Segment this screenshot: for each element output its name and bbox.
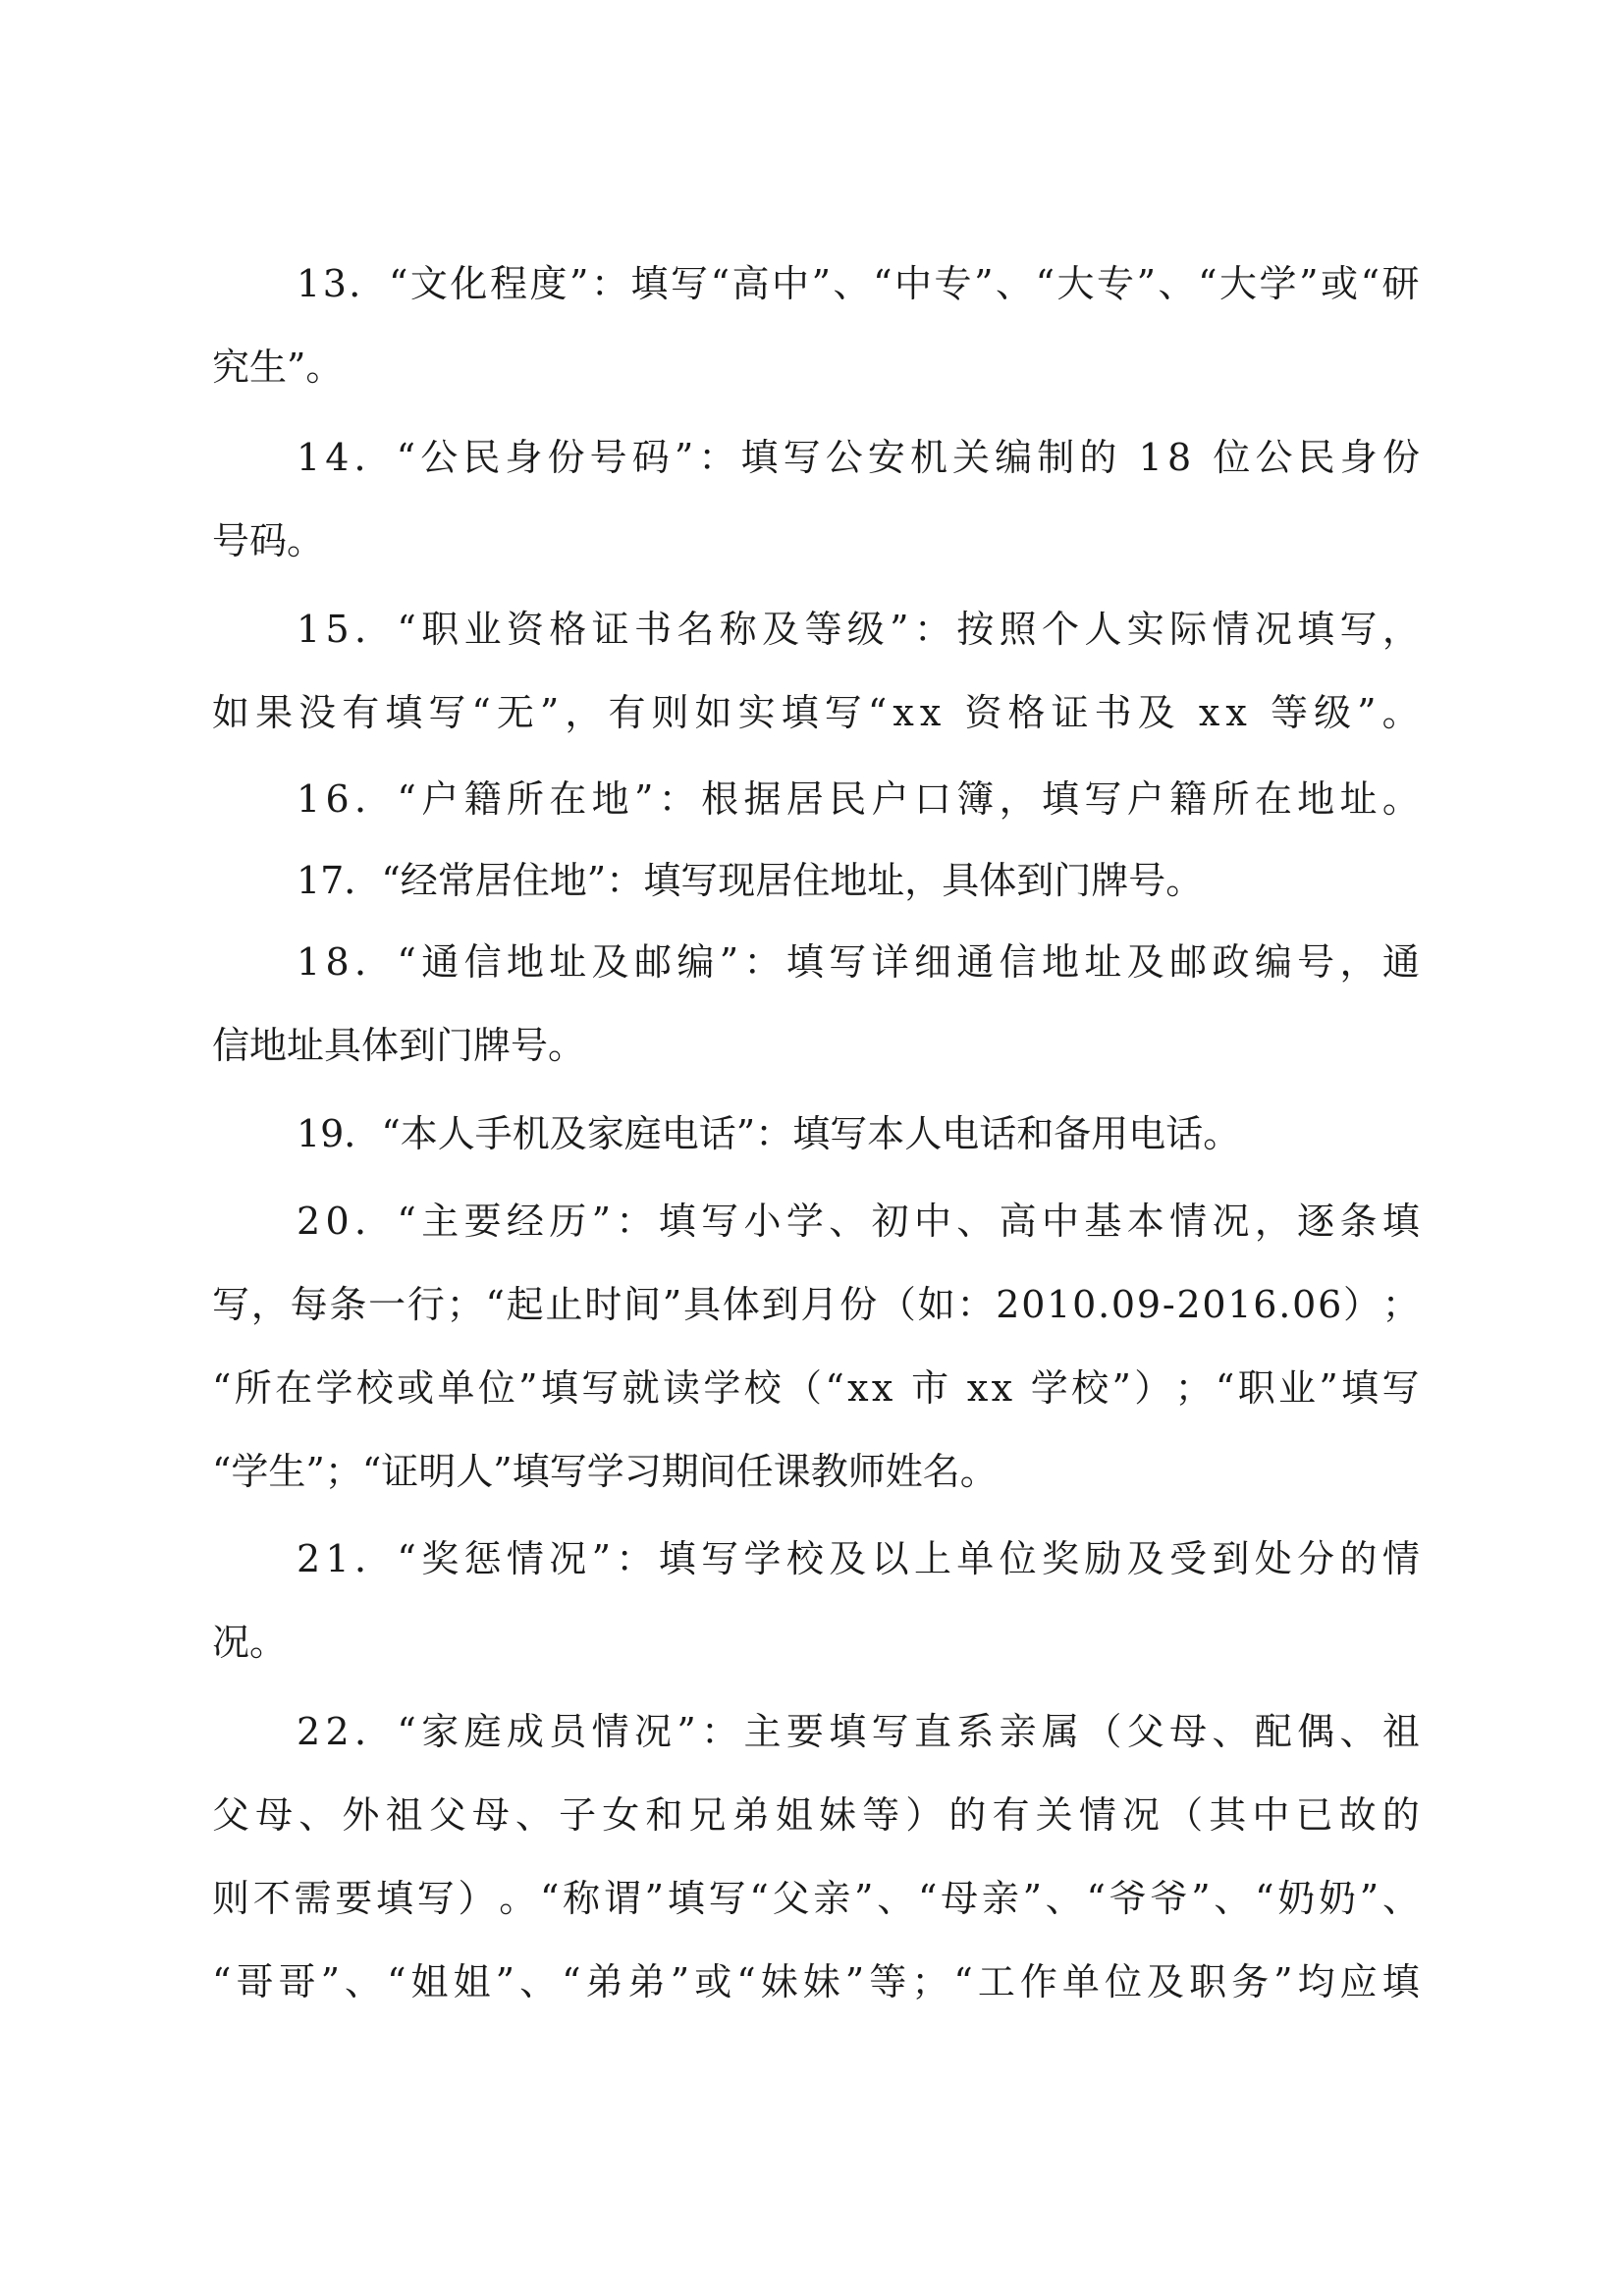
- paragraph-15-line-2: 如 果 没 有 填 写 “ 无 ” ， 有 则 如 实 填 写 “ x x 资 格 证 书 及 x x 等 级 ” 。: [212, 691, 1420, 734]
- paragraph-21-line-1: 2 1 ． “ 奖 惩 情 况 ” ： 填 写 学 校 及 以 上 单 位 奖 励 及 受 到 处 分 的 情: [297, 1537, 1420, 1580]
- paragraph-20-line-2: 写 ， 每 条 一 行 ； “ 起 止 时 间 ” 具 体 到 月 份 （ 如 ： 2 0 1 0 . 0 9 - 2 0 1 6 . 0 6 ） ；: [212, 1283, 1420, 1326]
- paragraph-19-line-1: 19．“本人手机及家庭电话”：填写本人电话和备用电话。: [297, 1112, 1241, 1155]
- paragraph-14-line-2: 号码。: [212, 519, 325, 562]
- paragraph-22-line-2: 父 母 、 外 祖 父 母 、 子 女 和 兄 弟 姐 妹 等 ） 的 有 关 情 况 （ 其 中 已 故 的: [212, 1793, 1420, 1837]
- paragraph-14-line-1: 1 4 ． “ 公 民 身 份 号 码 ” ： 填 写 公 安 机 关 编 制 的 1 8 位 公 民 身 份: [297, 436, 1420, 479]
- document-body: [212, 253, 1420, 2079]
- paragraph-18-line-2: 信地址具体到门牌号。: [212, 1024, 586, 1067]
- paragraph-21-line-2: 况。: [212, 1621, 288, 1664]
- paragraph-18-line-1: 1 8 ． “ 通 信 地 址 及 邮 编 ” ： 填 写 详 细 通 信 地 址 及 邮 政 编 号 ， 通: [297, 940, 1420, 984]
- paragraph-20-line-3: “ 所 在 学 校 或 单 位 ” 填 写 就 读 学 校 （ “ x x 市 x x 学 校 ” ） ； “ 职 业 ” 填 写: [212, 1366, 1420, 1410]
- paragraph-20-line-4: “学生”；“证明人”填写学习期间任课教师姓名。: [212, 1450, 998, 1493]
- paragraph-13-line-2: 究生”。: [212, 346, 344, 389]
- paragraph-15-line-1: 1 5 ． “ 职 业 资 格 证 书 名 称 及 等 级 ” ： 按 照 个 人 实 际 情 况 填 写 ，: [297, 608, 1420, 651]
- paragraph-22-line-1: 2 2 ． “ 家 庭 成 员 情 况 ” ： 主 要 填 写 直 系 亲 属 （ 父 母 、 配 偶 、 祖: [297, 1710, 1420, 1753]
- paragraph-22-line-3: 则 不 需 要 填 写 ） 。 “ 称 谓 ” 填 写 “ 父 亲 ” 、 “ 母 亲 ” 、 “ 爷 爷 ” 、 “ 奶 奶 ” 、: [212, 1877, 1420, 1920]
- paragraph-13-line-1: 1 3 ． “ 文 化 程 度 ” ： 填 写 “ 高 中 ” 、 “ 中 专 ” 、 “ 大 专 ” 、 “ 大 学 ” 或 “ 研: [297, 262, 1420, 305]
- paragraph-16-line-1: 1 6 ． “ 户 籍 所 在 地 ” ： 根 据 居 民 户 口 簿 ， 填 写 户 籍 所 在 地 址 。: [297, 777, 1420, 821]
- paragraph-22-line-4: “ 哥 哥 ” 、 “ 姐 姐 ” 、 “ 弟 弟 ” 或 “ 妹 妹 ” 等 ； “ 工 作 单 位 及 职 务 ” 均 应 填: [212, 1960, 1420, 2003]
- paragraph-20-line-1: 2 0 ． “ 主 要 经 历 ” ： 填 写 小 学 、 初 中 、 高 中 基 本 情 况 ， 逐 条 填: [297, 1200, 1420, 1243]
- paragraph-17-line-1: 17．“经常居住地”：填写现居住地址，具体到门牌号。: [297, 859, 1204, 902]
